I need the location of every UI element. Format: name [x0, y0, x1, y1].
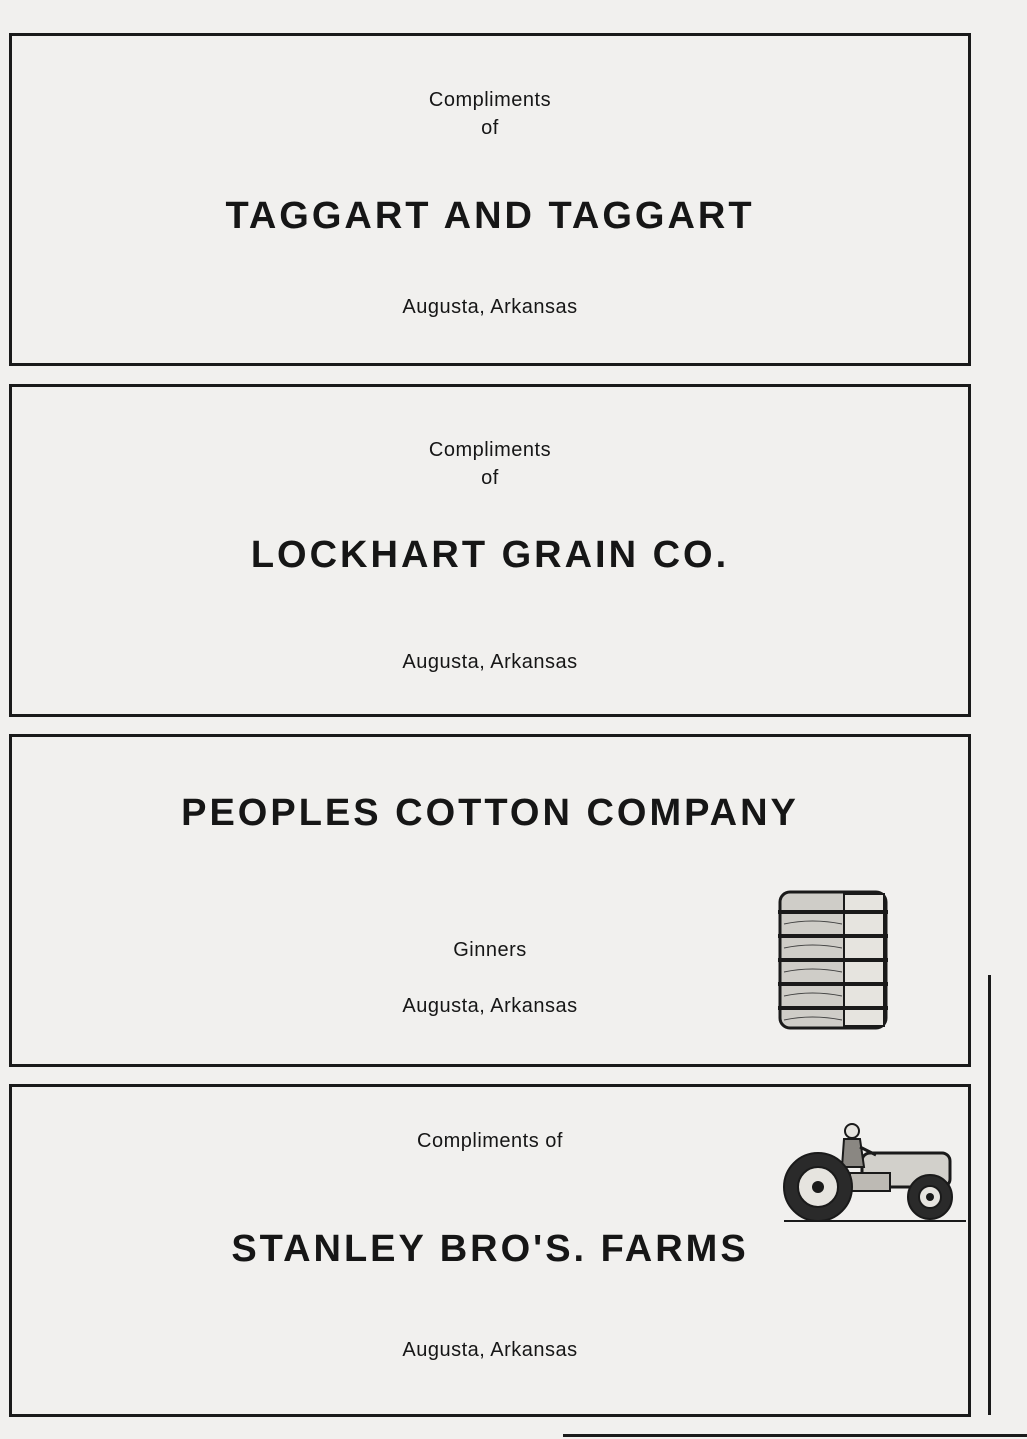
business-location: Augusta, Arkansas: [402, 651, 578, 673]
ad-lockhart-grain: [9, 384, 971, 717]
compliments-of-label: of: [481, 117, 499, 139]
business-location: Augusta, Arkansas: [402, 296, 578, 318]
business-type: Ginners: [453, 939, 527, 961]
page-edge-rule-vertical: [988, 975, 991, 1415]
compliments-of-label: of: [481, 467, 499, 489]
business-location: Augusta, Arkansas: [402, 1339, 578, 1361]
compliments-label: Compliments of: [417, 1130, 563, 1152]
ad-stanley-bros-farms: [9, 1084, 971, 1417]
compliments-label: Compliments: [428, 89, 552, 111]
business-name: PEOPLES COTTON COMPANY: [181, 792, 799, 834]
business-name: TAGGART AND TAGGART: [225, 195, 755, 237]
cotton-bale-icon: [772, 884, 894, 1034]
business-location: Augusta, Arkansas: [402, 995, 578, 1017]
ad-peoples-cotton-company: [9, 734, 971, 1067]
business-name: STANLEY BRO'S. FARMS: [231, 1228, 749, 1270]
ad-taggart-and-taggart: [9, 33, 971, 366]
page-edge-rule-horizontal: [563, 1434, 1027, 1437]
compliments-label: Compliments: [428, 439, 552, 461]
business-name: LOCKHART GRAIN CO.: [250, 534, 730, 576]
tractor-icon: [780, 1117, 970, 1229]
